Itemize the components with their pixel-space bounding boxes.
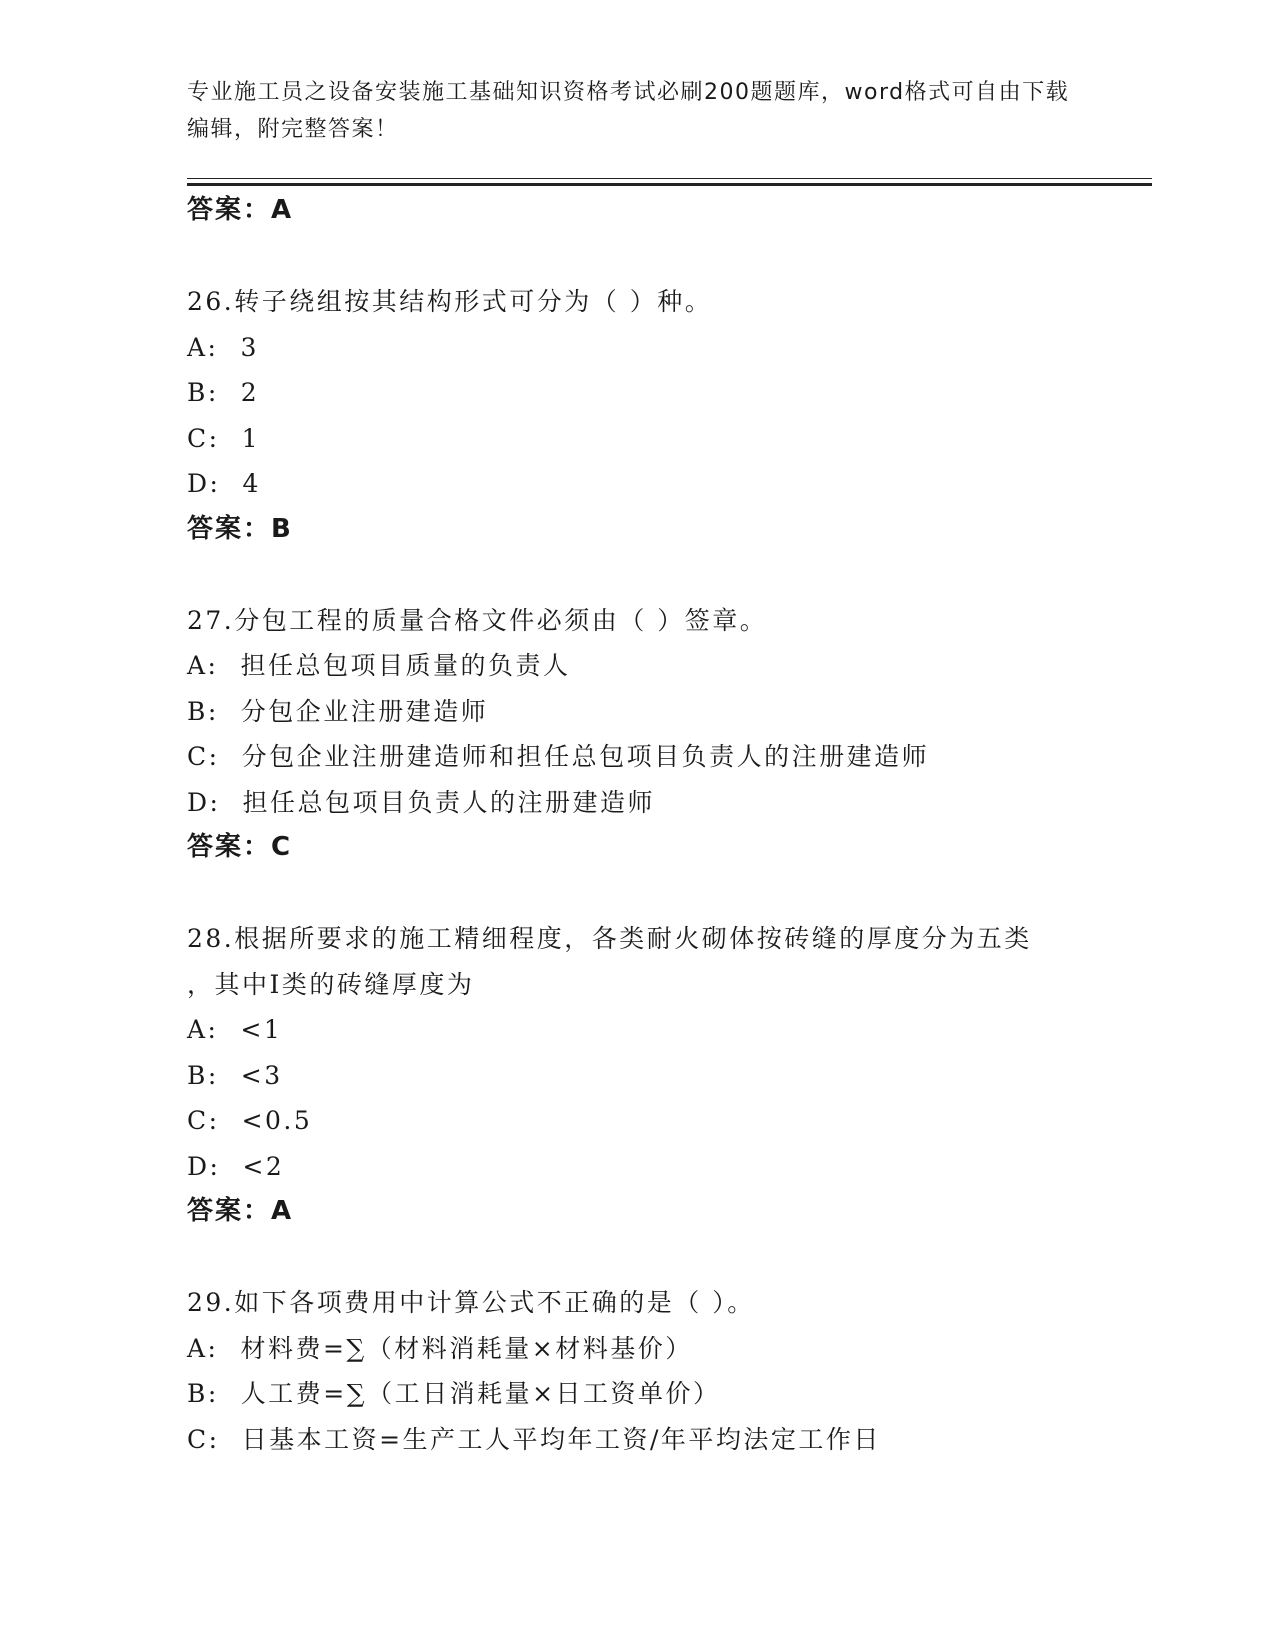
option-line	[187, 1144, 1152, 1190]
option-text: 分包企业注册建造师	[240, 696, 489, 726]
question-item	[187, 279, 1152, 552]
spacer	[187, 1235, 1152, 1281]
question-item	[187, 598, 1152, 871]
answer-line: 答案：C	[187, 832, 293, 862]
option-text: 日基本工资=生产工人平均年工资/年平均法定工作日	[241, 1424, 881, 1454]
option-line	[187, 1371, 1152, 1417]
option-text: <0.5	[241, 1106, 313, 1135]
option-text: <1	[240, 1015, 283, 1044]
option-label: A:	[187, 651, 219, 680]
question-stem: 29.如下各项费用中计算公式不正确的是（ ）。	[187, 1288, 755, 1317]
spacer	[187, 871, 1152, 917]
option-text: 分包企业注册建造师和担任总包项目负责人的注册建造师	[241, 742, 930, 771]
option-line	[187, 1417, 1152, 1463]
option-text: 2	[240, 378, 260, 407]
option-line	[187, 1098, 1152, 1144]
spacer	[187, 552, 1152, 598]
option-label: D:	[187, 1151, 221, 1181]
answer-line: 答案：A	[187, 1196, 294, 1226]
option-line	[187, 780, 1152, 826]
option-text: 4	[242, 469, 261, 498]
option-label: B:	[187, 378, 219, 407]
option-text: 人工费=∑（工日消耗量×日工资单价）	[240, 1379, 721, 1408]
option-line	[187, 1326, 1152, 1372]
header-rule-thin	[187, 178, 1152, 179]
header-rule-thick	[187, 183, 1152, 186]
option-text: 担任总包项目负责人的注册建造师	[242, 787, 655, 817]
option-line	[187, 689, 1152, 735]
option-line	[187, 370, 1152, 416]
question-item	[187, 1280, 1152, 1462]
option-line	[187, 325, 1152, 371]
option-label: C:	[187, 1106, 220, 1135]
option-text: <2	[242, 1151, 285, 1181]
question-list	[187, 188, 1152, 1462]
option-label: B:	[187, 1060, 219, 1090]
option-label: A:	[187, 1333, 219, 1363]
option-label: B:	[187, 1379, 219, 1408]
option-label: D:	[187, 787, 221, 817]
option-line	[187, 1053, 1152, 1099]
option-label: D:	[187, 469, 221, 498]
question-stem: 27.分包工程的质量合格文件必须由（ ）签章。	[187, 605, 768, 635]
option-text: 材料费=∑（材料消耗量×材料基价）	[240, 1333, 693, 1363]
question-item	[187, 916, 1152, 1235]
option-text: 3	[240, 332, 259, 362]
spacer	[187, 234, 1152, 280]
question-stem: 28.根据所要求的施工精细程度，各类耐火砌体按砖缝的厚度分为五类	[187, 924, 1032, 953]
option-label: B:	[187, 696, 219, 726]
option-label: C:	[187, 423, 220, 453]
option-line	[187, 734, 1152, 780]
option-text: 担任总包项目质量的负责人	[240, 651, 571, 680]
option-label: C:	[187, 742, 220, 771]
question-stem: 26.转子绕组按其结构形式可分为（ ）种。	[187, 287, 713, 316]
option-text: <3	[240, 1060, 283, 1090]
option-line	[187, 643, 1152, 689]
document-header: 专业施工员之设备安装施工基础知识资格考试必刷200题题库，word格式可自由下载编辑，附完整答案！	[187, 80, 1070, 142]
option-line	[187, 1007, 1152, 1053]
question-stem-continued: ，其中Ⅰ类的砖缝厚度为	[187, 969, 475, 999]
option-line	[187, 461, 1152, 507]
answer-line: 答案：A	[187, 195, 294, 225]
option-label: A:	[187, 332, 219, 362]
option-label: A:	[187, 1015, 219, 1044]
option-text: 1	[241, 423, 260, 453]
option-label: C:	[187, 1424, 220, 1454]
option-line	[187, 416, 1152, 462]
answer-line: 答案：B	[187, 513, 293, 544]
